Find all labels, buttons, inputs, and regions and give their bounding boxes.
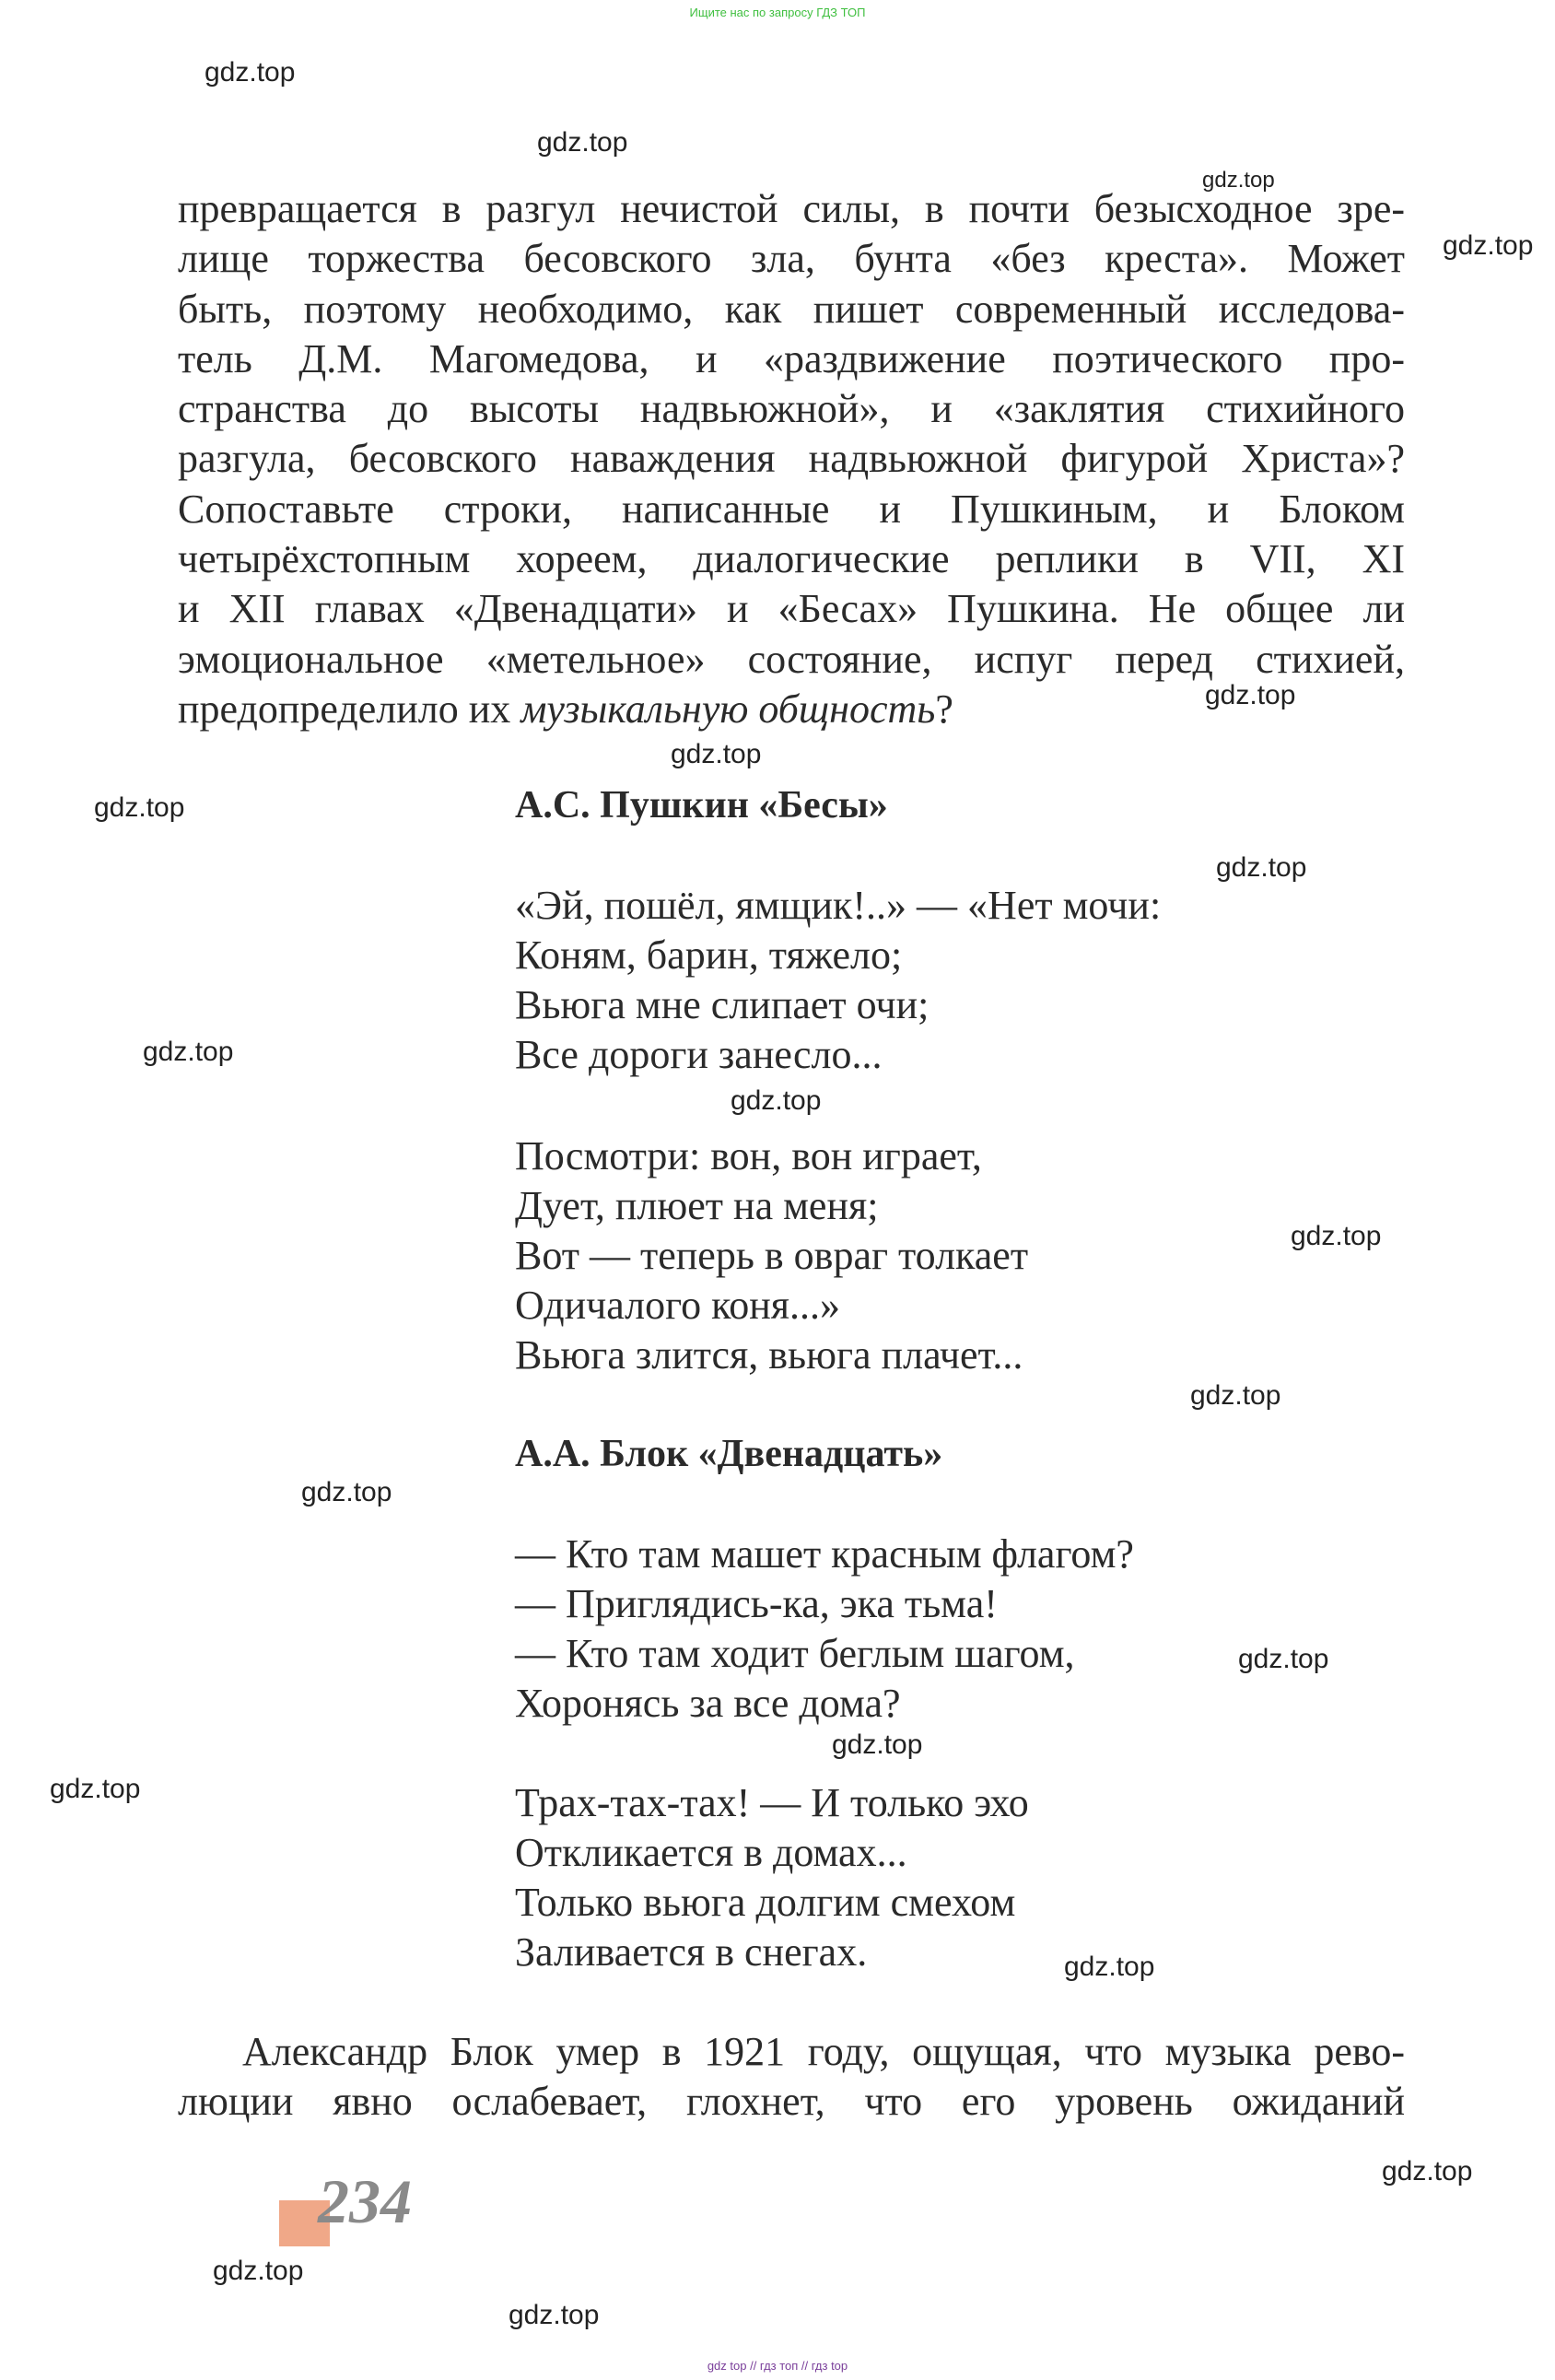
verse-line: — Кто там ходит беглым шагом, xyxy=(515,1631,1075,1676)
text-line: превращается в разгул нечистой силы, в почти безысходное зре- xyxy=(178,186,1405,231)
verse-line: Дует, плюет на меня; xyxy=(515,1183,879,1228)
verse-line: Посмотри: вон, вон играет, xyxy=(515,1133,982,1178)
blok-stanza-1 xyxy=(515,1530,1134,1729)
text-line: лище торжества бесовского зла, бунта «без креста». Может xyxy=(178,236,1405,282)
watermark: gdz.top xyxy=(832,1729,923,1760)
watermark: gdz.top xyxy=(1064,1952,1155,1982)
watermark: gdz.top xyxy=(1190,1380,1281,1411)
verse-line: Коням, барин, тяжело; xyxy=(515,932,903,978)
verse-line: Только вьюга долгим смехом xyxy=(515,1880,1016,1925)
verse-line: Одичалого коня...» xyxy=(515,1283,841,1328)
watermark: gdz.top xyxy=(205,57,296,88)
watermark: gdz.top xyxy=(1443,230,1534,261)
watermark: gdz.top xyxy=(1202,168,1275,193)
watermark: gdz.top xyxy=(94,792,185,823)
verse-line: Вьюга злится, вьюга плачет... xyxy=(515,1332,1023,1378)
italic-term: музыкальную общность xyxy=(520,686,936,732)
text-line: эмоциональное «метельное» состояние, испуг перед стихией, xyxy=(178,636,1405,682)
text-line: разгула, бесовского наваждения надвьюжной фигурой Христа»? xyxy=(178,436,1405,482)
verse-line: Вот — теперь в овраг толкает xyxy=(515,1233,1029,1278)
pushkin-stanza-1 xyxy=(515,881,1161,1080)
verse-line: Вьюга мне слипает очи; xyxy=(515,982,929,1027)
watermark: gdz.top xyxy=(1291,1221,1382,1251)
verse-line: Трах-тах-тах! — И только эхо xyxy=(515,1780,1029,1825)
text-line: Александр Блок умер в 1921 году, ощущая, что музыка рево- xyxy=(242,2029,1405,2074)
text-line: странства до высоты надвьюжной», и «заклятия стихийного xyxy=(178,386,1405,432)
intro-paragraph xyxy=(178,184,1405,734)
text-line: четырёхстопным хореем, диалогические реплики в VII, XI xyxy=(178,536,1405,582)
watermark: gdz.top xyxy=(213,2256,304,2286)
pushkin-stanza-2 xyxy=(515,1131,1028,1380)
text-fragment: ? xyxy=(935,686,953,732)
watermark: gdz.top xyxy=(537,127,628,158)
verse-line: Все дороги занесло... xyxy=(515,1032,883,1077)
closing-paragraph xyxy=(178,2027,1405,2128)
watermark: gdz.top xyxy=(671,739,762,769)
text-line: люции явно ослабевает, глохнет, что его уровень ожиданий xyxy=(178,2079,1405,2125)
text-line: и XII главах «Двенадцати» и «Бесах» Пушкина. Не общее ли xyxy=(178,586,1405,632)
watermark: gdz.top xyxy=(509,2300,600,2330)
blok-stanza-2 xyxy=(515,1778,1029,1977)
verse-line: «Эй, пошёл, ямщик!..» — «Нет мочи: xyxy=(515,883,1162,928)
text-line: быть, поэтому необходимо, как пишет современный исследова- xyxy=(178,286,1405,332)
verse-line: — Кто там машет красным флагом? xyxy=(515,1531,1134,1577)
poem-title-blok: А.А. Блок «Двенадцать» xyxy=(515,1433,943,1475)
verse-line: — Приглядись-ка, эка тьма! xyxy=(515,1581,998,1626)
search-note: Ищите нас по запросу ГДЗ ТОП xyxy=(689,6,866,19)
text-line xyxy=(178,685,1405,734)
watermark: gdz.top xyxy=(143,1037,234,1067)
text-line: Сопоставьте строки, написанные и Пушкиным, и Блоком xyxy=(178,486,1405,532)
verse-line: Заливается в снегах. xyxy=(515,1929,868,1975)
text-fragment: предопределило их xyxy=(178,686,521,732)
text-line: тель Д.М. Магомедова, и «раздвижение поэтического про- xyxy=(178,335,1405,381)
watermark: gdz.top xyxy=(50,1774,141,1804)
verse-line: Откликается в домах... xyxy=(515,1830,907,1875)
watermark: gdz.top xyxy=(731,1085,822,1116)
watermark: gdz.top xyxy=(1382,2156,1473,2187)
watermark: gdz.top xyxy=(301,1477,392,1507)
footer-note: gdz top // гдз топ // гдз top xyxy=(707,2359,848,2373)
watermark: gdz.top xyxy=(1238,1644,1329,1674)
poem-title-pushkin: А.С. Пушкин «Бесы» xyxy=(515,784,888,827)
watermark: gdz.top xyxy=(1216,852,1307,883)
page-number: 234 xyxy=(318,2166,412,2236)
watermark: gdz.top xyxy=(1205,680,1296,710)
verse-line: Хоронясь за все дома? xyxy=(515,1681,901,1726)
